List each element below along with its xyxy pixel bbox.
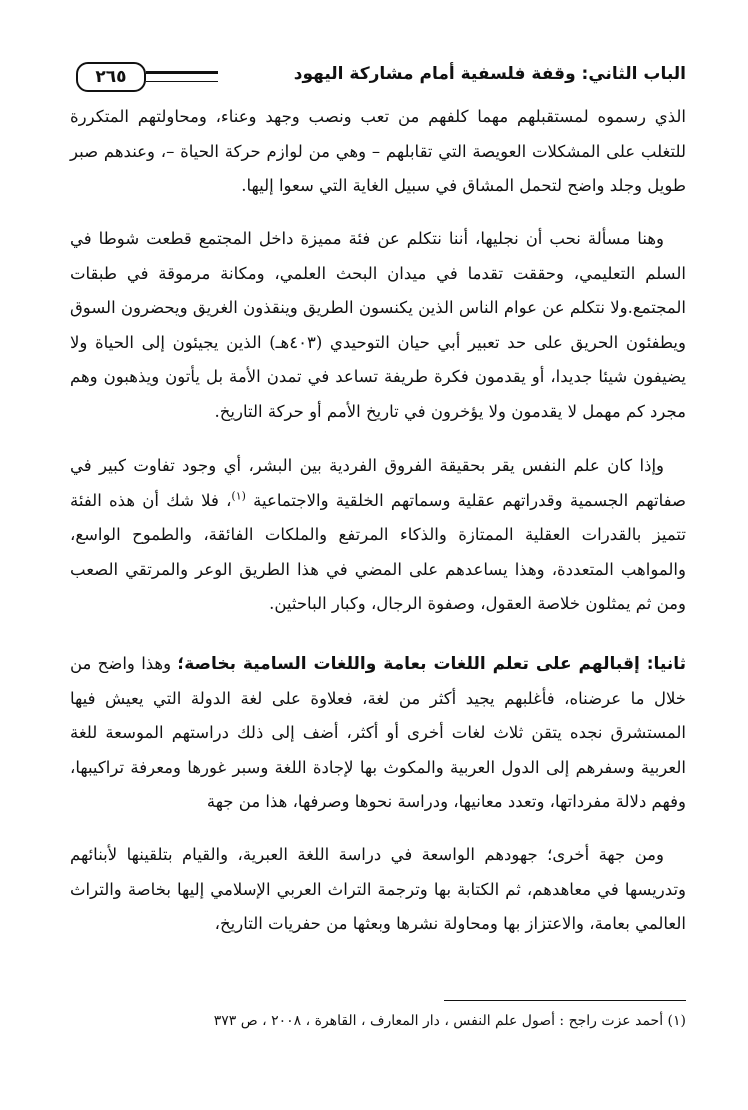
paragraph-2 [70, 222, 686, 429]
paragraph-4 [70, 647, 686, 820]
paragraph-5 [70, 838, 686, 942]
footnote-reference: (١) [231, 489, 246, 502]
header-rule [146, 71, 218, 82]
paragraph-1-text: الذي رسموه لمستقبلهم مهما كلفهم من تعب ونصب وجهد وعناء، ومحاولتهم المتكررة للتغلب على المشكلات العويصة التي تقابلهم – وهي من لوازم حركة الحياة –، وعندهم صبر طويل وجلد واضح لتحمل المشاق في سبيل الغاية التي سعوا إليها. [70, 107, 686, 195]
section-lead-heading: ثانيا: إقبالهم على تعلم اللغات بعامة واللغات السامية بخاصة؛ [177, 654, 687, 674]
footnote: (١) أحمد عزت راجح : أصول علم النفس ، دار المعارف ، القاهرة ، ٢٠٠٨ ، ص ٣٧٣ [213, 1013, 686, 1029]
paragraph-5-text: ومن جهة أخرى؛ جهودهم الواسعة في دراسة اللغة العبرية، والقيام بتلقينها لأبنائهم وتدريسها في معاهدهم، ثم الكتابة بها وترجمة التراث العربي الإسلامي إليها بخاصة والتراث العالمي بعامة، والاعتزاز بها ومحاولة نشرها وبعثها من حفريات التاريخ، [70, 845, 686, 933]
paragraph-3-text-start: وإذا كان علم النفس يقر بحقيقة الفروق الفردية بين البشر، أي وجود تفاوت كبير في صفاتهم الجسمية وقدراتهم عقلية وسماتهم الخلقية والاجتماعية [70, 456, 686, 510]
paragraph-4-text: وهذا واضح من خلال ما عرضناه، فأغلبهم يجيد أكثر من لغة، فعلاوة على لغة الدولة التي يعيش فيها المستشرق نجده يتقن ثلاث لغات أخرى أو أكثر، أضف إلى ذلك دراستهم الموسعة للغة العربية وسفرهم إلى الدول العربية والمكوث بها لإجادة اللغة وسبر غورها ومعرفة تراكيبها، وفهم دلالة مفرداتها، وتعدد معانيها، ودراسة نحوها وصرفها، هذا من جهة [70, 654, 686, 811]
paragraph-2-text: وهنا مسألة نحب أن نجليها، أننا نتكلم عن فئة مميزة داخل المجتمع قطعت شوطا في السلم التعليمي، وحققت تقدما في ميدان البحث العلمي، ومكانة مرموقة في طبقات المجتمع.ولا نتكلم عن عوام الناس الذين يكنسون الطريق وينقذون الغريق ويحضرون السوق ويطفئون الحريق على حد تعبير أبي حيان التوحيدي (٤٠٣هـ) الذين يجيئون إلى الحياة ولا يضيفون شيئا جديدا، أو يقدمون فكرة طريفة تساعد في تمدن الأمة بل يأتون ويذهبون وهم مجرد كم مهمل لا يقدمون ولا يؤخرون في تاريخ الأمم أو حركة التاريخ. [70, 229, 686, 421]
paragraph-3 [70, 449, 686, 622]
running-head [56, 62, 686, 92]
page-number: ٢٦٥ [76, 62, 146, 92]
chapter-title: الباب الثاني: وقفة فلسفية أمام مشاركة اليهود [293, 64, 686, 84]
paragraph-1 [70, 100, 686, 204]
footnote-separator [444, 1000, 686, 1001]
paragraph-3-text-end: ، فلا شك أن هذه الفئة تتميز بالقدرات العقلية الممتازة والذكاء المرتفع والملكات الفائقة، والطموح الواسع، والمواهب المتعددة، وهذا يساعدهم على المضي في هذا الطريق الوعر والمرتقي الصعب ومن ثم يمثلون خلاصة العقول، وصفوة الرجال، وكبار الباحثين. [70, 490, 686, 613]
